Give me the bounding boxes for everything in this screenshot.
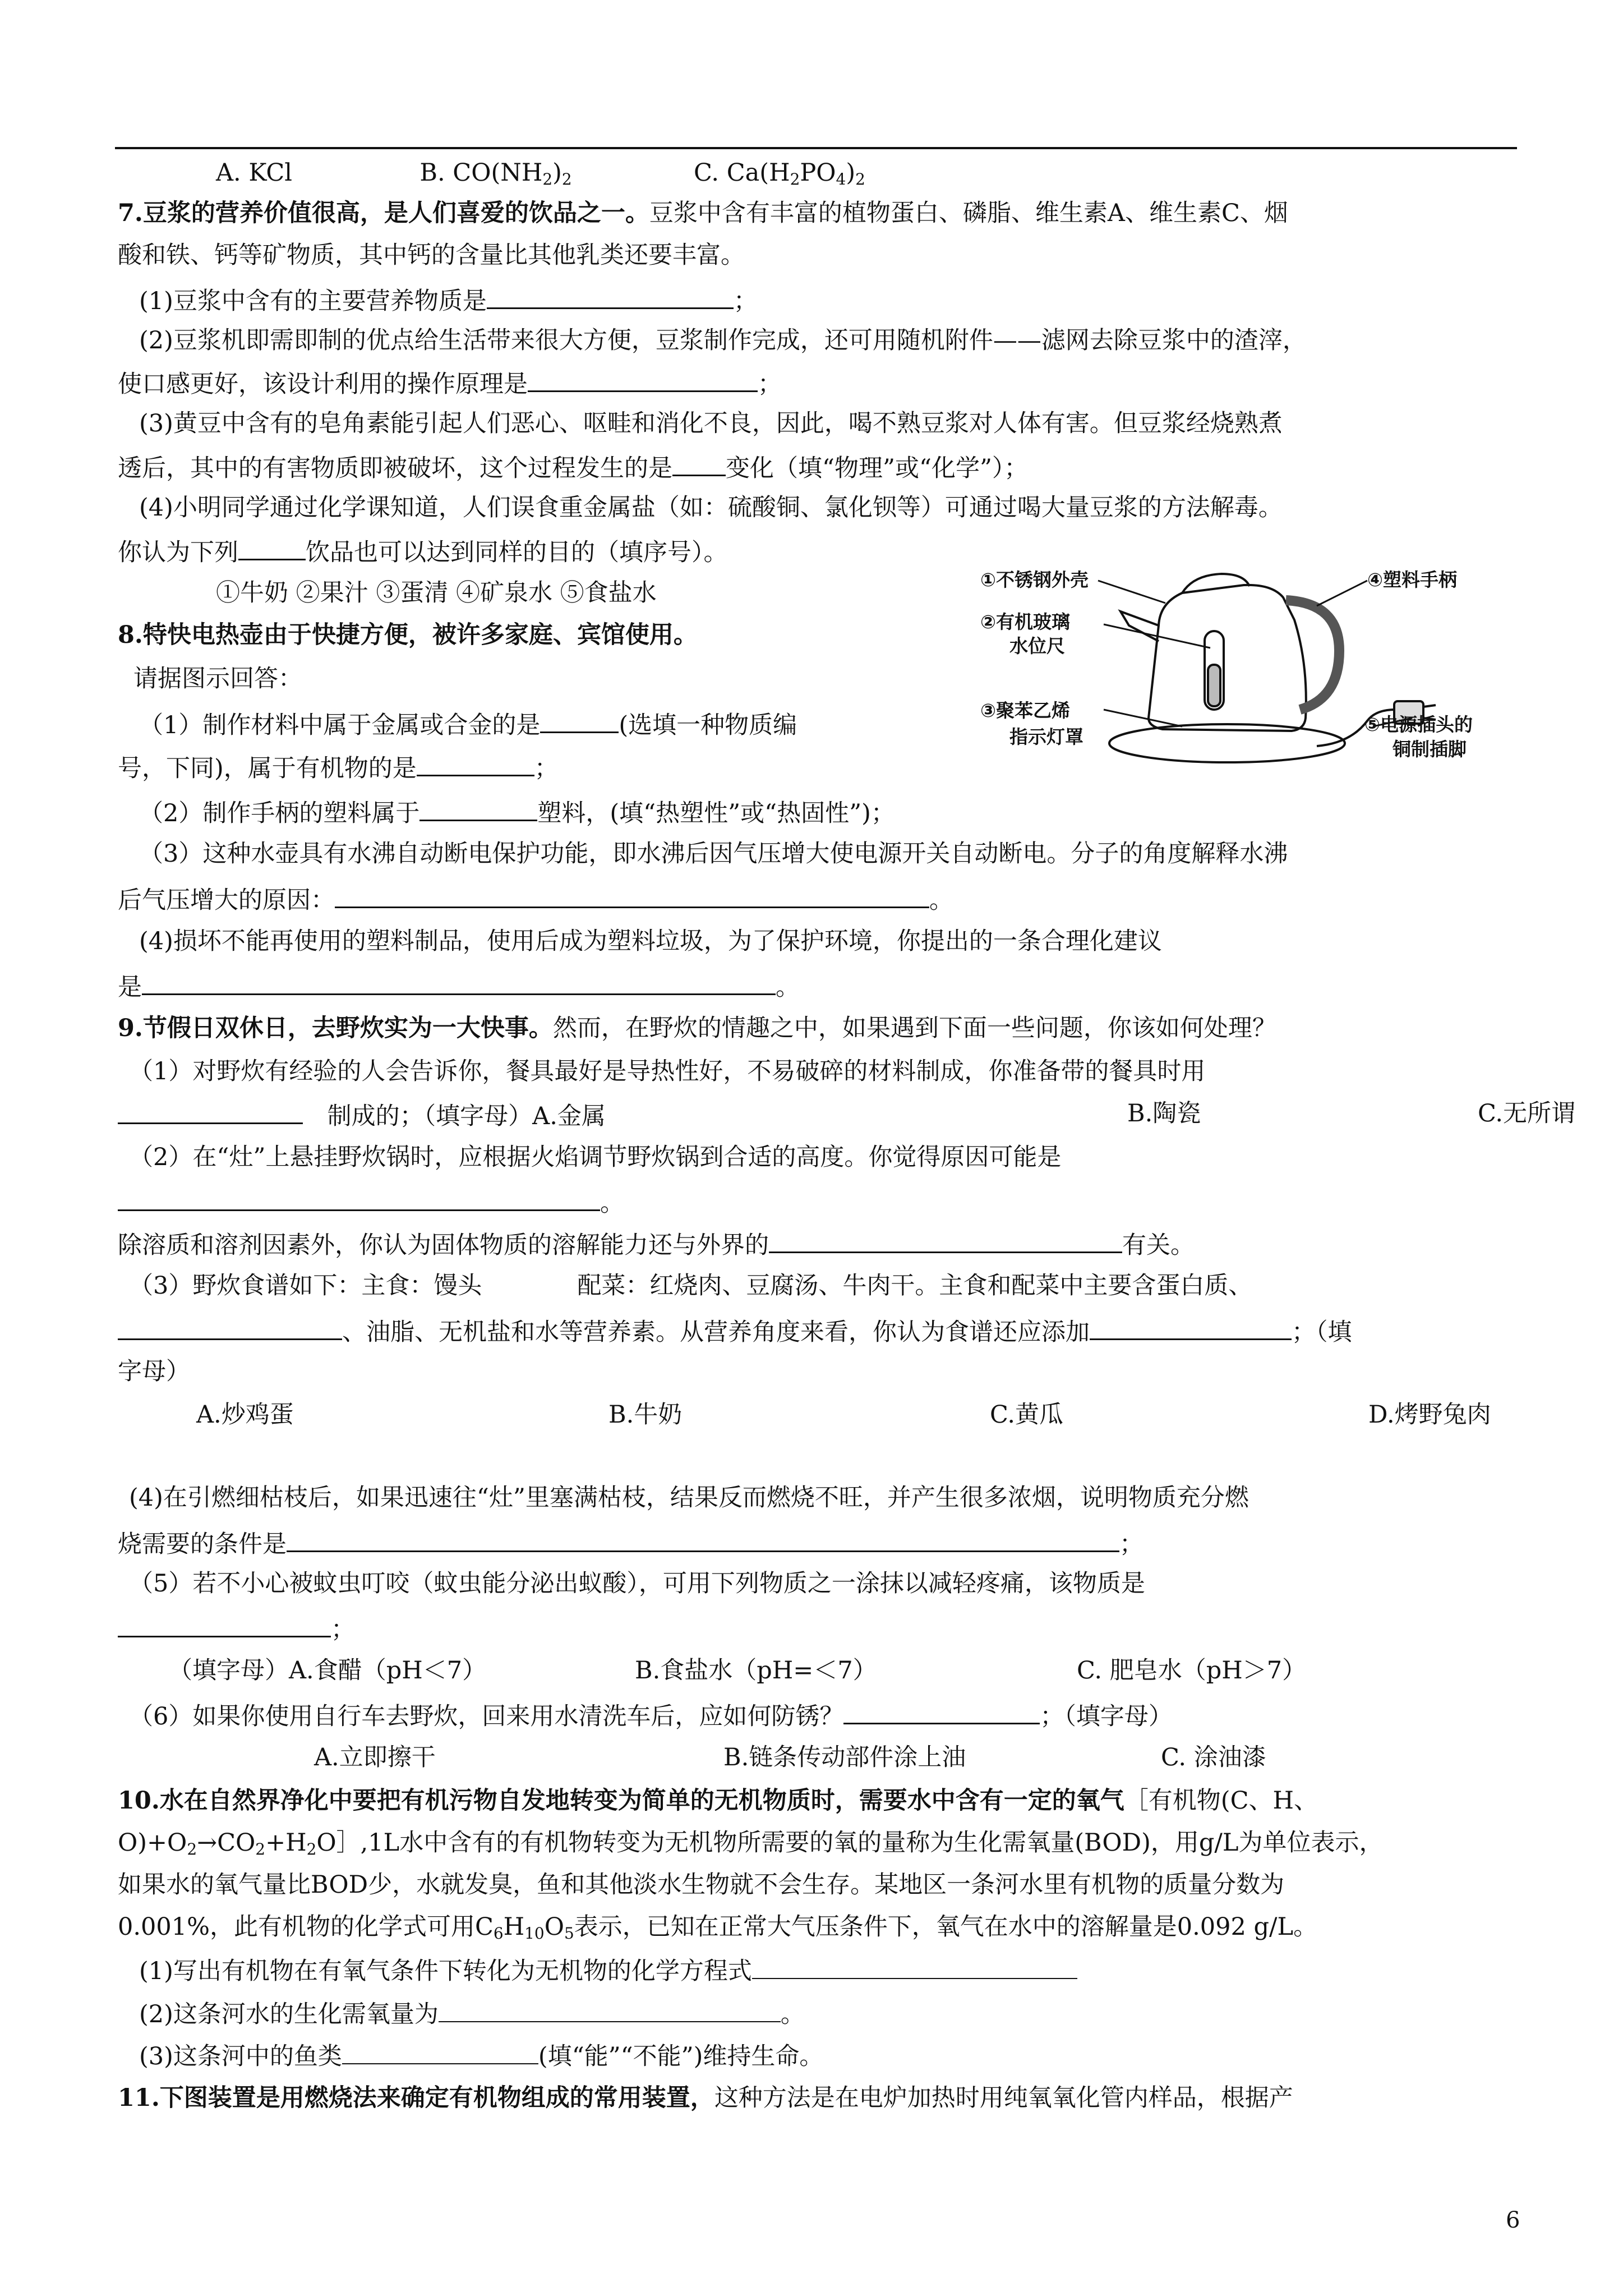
q8-s3b: 后气压增大的原因： 。	[118, 881, 953, 917]
q10-s3: (3)这条河中的鱼类 (填“能”“不能”)维持生命。	[139, 2037, 823, 2073]
q9-s3a: （3）野炊食谱如下：主食：馒头 配菜：红烧肉、豆腐汤、牛肉干。主食和配菜中主要含蛋白质、	[129, 1272, 1253, 1300]
q9-s2-blank[interactable]	[118, 1184, 600, 1211]
q9-title-line: 9.节假日双休日，去野炊实为一大快事。然而，在野炊的情趣之中，如果遇到下面一些问题，你该如何处理？	[118, 1014, 1276, 1042]
q9-s3-blank-a[interactable]	[118, 1313, 342, 1340]
q7-choices: ①牛奶 ②果汁 ③蛋清 ④矿泉水 ⑤食盐水	[216, 579, 657, 607]
q9-s6a: （6）如果你使用自行车去野炊，回来用水清洗车后，应如何防锈？ ；（填字母）	[129, 1697, 1173, 1733]
kettle-label-1: ①不锈钢外壳	[980, 569, 1089, 591]
q7-s2a: (2)豆浆机即需即制的优点给生活带来很大方便，豆浆制作完成，还可用随机附件——滤网去除豆浆中的渣滓，	[139, 326, 1307, 355]
q6-option-c: C. $Ca(H_2PO_4)_2$	[694, 159, 865, 188]
kettle-label-5a: ⑤电源插头的	[1364, 714, 1473, 735]
q8-s4-blank[interactable]	[142, 968, 776, 995]
header-rule	[115, 147, 1517, 149]
kettle-label-4: ④塑料手柄	[1367, 569, 1457, 591]
q9-s3b: 、油脂、无机盐和水等营养素。从营养角度来看，你认为食谱还应添加 ；（填	[118, 1313, 1352, 1349]
q10-s3-blank[interactable]	[342, 2037, 538, 2064]
q8-s4a: (4)损坏不能再使用的塑料制品，使用后成为塑料垃圾，为了保护环境，你提出的一条合理化建议	[139, 927, 1162, 955]
q9-s5b: ；	[118, 1610, 355, 1646]
q8-prompt: 请据图示回答：	[133, 665, 302, 693]
q9-s5-blank[interactable]	[118, 1610, 331, 1637]
q8-s2-blank[interactable]	[419, 794, 537, 821]
q6-option-a: A. KCl	[216, 159, 293, 187]
q10-line2: $O)+O_2\to CO_2+H_2O],1L$水中含有的有机物转变为无机物所需要的氧的量称为生化需氧量(BOD)，用g/L为单位表示，	[118, 1829, 1384, 1858]
plug-pin-1	[1423, 705, 1436, 707]
kettle-lid	[1182, 574, 1249, 593]
q8-s1a: （1）制作材料中属于金属或合金的是 (选填一种物质编	[139, 706, 797, 742]
kettle-label-3a: ③聚苯乙烯	[980, 700, 1070, 721]
q8-s2: （2）制作手柄的塑料属于 塑料，(填“热塑性”或“热固性”)；	[139, 794, 895, 830]
q10-s2-blank[interactable]	[439, 1995, 781, 2022]
kettle-label-2a: ②有机玻璃	[980, 611, 1070, 633]
q9-s6-blank[interactable]	[843, 1697, 1040, 1724]
q9-s5-options: （填字母）A.食醋（pH＜7） B.食盐水（pH=＜7） C. 肥皂水（pH＞7）	[168, 1657, 1307, 1685]
kettle-label-3b: 指示灯罩	[1009, 726, 1083, 748]
q7-s2-blank[interactable]	[528, 365, 758, 392]
water-level-fill	[1208, 665, 1220, 706]
kettle-label-2b: 水位尺	[1009, 635, 1065, 657]
q10-title-line: 10.水在自然界净化中要把有机污物自发地转变为简单的无机物质时，需要水中含有一定的氧气［有机物(C、H、	[118, 1787, 1318, 1815]
q7-s4a: (4)小明同学通过化学课知道，人们误食重金属盐（如：硫酸铜、氯化钡等）可通过喝大量豆浆的方法解毒。	[139, 494, 1283, 522]
q9-s1a: （1）对野炊有经验的人会告诉你，餐具最好是导热性好，不易破碎的材料制成，你准备带的餐具时用	[129, 1057, 1206, 1085]
q6-option-b: B. $CO(NH_2)_2$	[419, 159, 572, 188]
q7-s3-blank[interactable]	[672, 449, 726, 476]
q7-s3a: (3)黄豆中含有的皂角素能引起人们恶心、呕畦和消化不良，因此，喝不熟豆浆对人体有害。但豆浆经烧熟煮	[139, 409, 1283, 438]
q9-s2c-blank[interactable]	[769, 1226, 1122, 1253]
q8-s4b: 是 。	[118, 968, 800, 1004]
q10-line3: 如果水的氧气量比BOD少，水就发臭，鱼和其他淡水生物就不会生存。某地区一条河水里有机物的质量分数为	[118, 1871, 1285, 1899]
q8-s1-blank-a[interactable]	[540, 706, 619, 733]
q9-s3c: 字母）	[118, 1358, 190, 1386]
q11-title: 11.下图装置是用燃烧法来确定有机物组成的常用装置，	[118, 2084, 714, 2112]
kettle-figure	[980, 558, 1496, 771]
q7-s1-blank[interactable]	[487, 282, 734, 309]
q8-s1b: 号，下同)，属于有机物的是 ；	[118, 749, 559, 785]
kettle-spout	[1121, 611, 1159, 641]
q9-title: 9.节假日双休日，去野炊实为一大快事。	[118, 1014, 553, 1042]
page-number: 6	[1506, 2207, 1520, 2233]
q7-s2b: 使口感更好，该设计利用的操作原理是 ；	[118, 365, 782, 401]
q9-s4b: 烧需要的条件是 ；	[118, 1525, 1144, 1561]
q7-title: 7.豆浆的营养价值很高，是人们喜爱的饮品之一。	[118, 199, 649, 227]
kettle-body	[1149, 585, 1306, 731]
q7-title-line: 7.豆浆的营养价值很高，是人们喜爱的饮品之一。豆浆中含有丰富的植物蛋白、磷脂、维生素A、维生素C、烟	[118, 199, 1288, 227]
kettle-label-5b: 铜制插脚	[1393, 738, 1467, 760]
q7-s1: (1)豆浆中含有的主要营养物质是 ；	[139, 282, 758, 318]
q9-s2b: 。	[118, 1184, 624, 1220]
q9-s4-blank[interactable]	[287, 1525, 1119, 1552]
q8-s3-blank[interactable]	[335, 881, 929, 908]
q10-s2: (2)这条河水的生化需氧量为 。	[139, 1995, 805, 2031]
q9-s1b: 制成的；（填字母）A.金属 B.陶瓷 C.无所谓	[118, 1097, 606, 1133]
q8-s1-blank-b[interactable]	[417, 749, 534, 776]
q9-s3-blank-b[interactable]	[1090, 1313, 1292, 1340]
q9-s2c: 除溶质和溶剂因素外，你认为固体物质的溶解能力还与外界的 有关。	[118, 1226, 1195, 1262]
q9-s5a: （5）若不小心被蚊虫叮咬（蚊虫能分泌出蚁酸），可用下列物质之一涂抹以减轻疼痛，该物质是	[129, 1570, 1145, 1598]
q10-s1: (1)写出有机物在有氧气条件下转化为无机物的化学方程式	[139, 1952, 1077, 1988]
q9-s3-options: A.炒鸡蛋 B.牛奶 C.黄瓜 D.烤野兔肉	[196, 1401, 1491, 1429]
q7-s4-blank[interactable]	[238, 533, 306, 560]
q7-intro-line: 酸和铁、钙等矿物质，其中钙的含量比其他乳类还要丰富。	[118, 241, 745, 269]
q10-s1-blank[interactable]	[752, 1952, 1077, 1979]
q10-title: 10.水在自然界净化中要把有机污物自发地转变为简单的无机物质时，需要水中含有一定的氧气	[118, 1787, 1124, 1815]
q8-title: 8.特快电热壶由于快捷方便，被许多家庭、宾馆使用。	[118, 621, 698, 649]
q9-s4a: (4)在引燃细枯枝后，如果迅速往“灶”里塞满枯枝，结果反而燃烧不旺，并产生很多浓烟，说明物质充分燃	[129, 1484, 1249, 1512]
q9-s2a: （2）在“灶”上悬挂野炊锅时，应根据火焰调节野炊锅到合适的高度。你觉得原因可能是	[129, 1143, 1062, 1171]
q7-s4b: 你认为下列 饮品也可以达到同样的目的（填序号）。	[118, 533, 728, 569]
q10-line4: 0.001%，此有机物的化学式可用$C_6H_{10}O_5$表示，已知在正常大气压条件下，氧气在水中的溶解量是0.092 g/L。	[118, 1913, 1318, 1943]
q9-s1-blank[interactable]	[118, 1097, 303, 1124]
q7-s3b: 透后，其中的有害物质即被破坏，这个过程发生的是 变化（填“物理”或“化学”）；	[118, 449, 1028, 485]
q11-title-line: 11.下图装置是用燃烧法来确定有机物组成的常用装置，这种方法是在电炉加热时用纯氧氧化管内样品，根据产	[118, 2084, 1293, 2112]
q8-s3a: （3）这种水壶具有水沸自动断电保护功能，即水沸后因气压增大使电源开关自动断电。分子的角度解释水沸	[139, 840, 1288, 868]
q6-options	[216, 156, 865, 196]
q9-s6-options: A.立即擦干 B.链条传动部件涂上油 C. 涂油漆	[314, 1743, 1266, 1772]
